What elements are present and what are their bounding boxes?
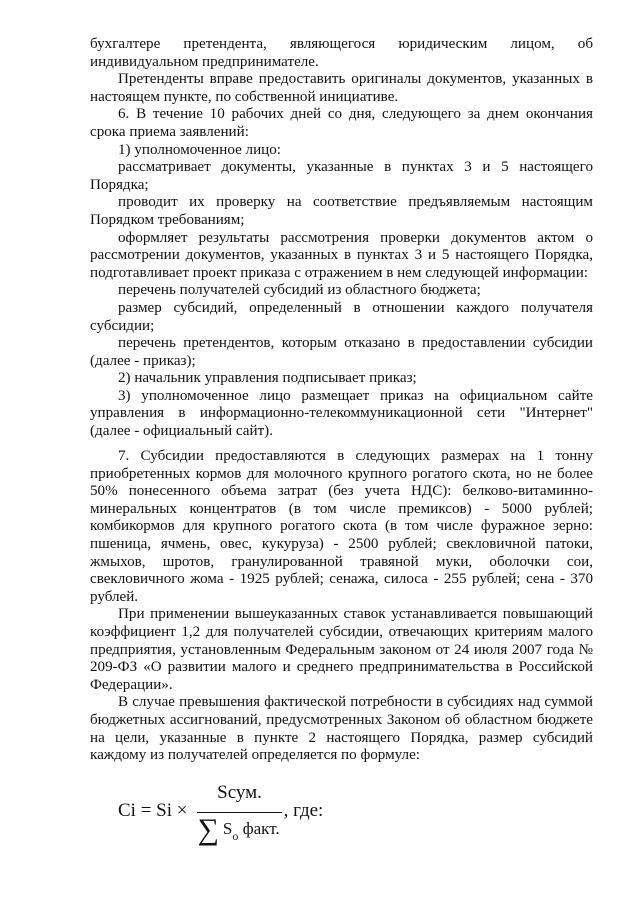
paragraph-item-7: 7. Субсидии предоставляются в следующих размерах на 1 тонну приобретенных кормов для молочного крупного рогатого скота, но не более 50% понесенного объема затрат (без учета НДС): белково-витаминно-минеральных концентратов (в том числе премиксов) - 5000 рублей; комбикормов для крупного рогатого скота (в том числе фуражное зерно: пшеница, ячмень, овес, кукуруза) - 2500 рублей; свекловичной патоки, жмыхов, шротов, гранулированной травяной муки, оболочки сои, свекловичного жома - 1925 рублей; сенажа, силоса - 255 рублей; сена - 370 рублей. [90, 448, 593, 605]
paragraph-originals: Претенденты вправе предоставить оригиналы документов, указанных в настоящем пункте, по собственной инициативе. [90, 71, 593, 105]
denominator-subscript: o [232, 829, 239, 843]
denominator-variable: S [222, 819, 233, 838]
paragraph-review-documents: рассматривает документы, указанные в пунктах 3 и 5 настоящего Порядка; [90, 159, 593, 193]
formula-numerator: Sсум. [217, 782, 262, 803]
denominator-tail: факт. [242, 819, 280, 838]
formula-denominator [222, 819, 280, 843]
formula-suffix: , где: [283, 800, 324, 821]
paragraph-recipients-list: перечень получателей субсидий из областного бюджета; [118, 282, 481, 299]
paragraph-sub-3: 3) уполномоченное лицо размещает приказ на официальном сайте управления в информационно-телекоммуникационной сети "Интернет" (далее - официальный сайт). [90, 387, 593, 440]
text-block-2 [90, 448, 593, 765]
paragraph-sub-1: 1) уполномоченное лицо: [118, 141, 281, 158]
paragraph-check-compliance: проводит их проверку на соответствие предъявляемым настоящим Порядком требованиям; [90, 194, 593, 228]
paragraph-continuation: бухгалтере претендента, являющегося юридическим лицом, об индивидуальном предпринимателе. [90, 36, 593, 70]
text-block-1 [90, 36, 593, 441]
formula-lhs: Ci = Si × [118, 800, 188, 821]
paragraph-coefficient: При применении вышеуказанных ставок устанавливается повышающий коэффициент 1,2 для получателей субсидии, отвечающих критериям малого предприятия, установленным Федеральным законом от 24 июля 2007 года № 209-ФЗ «О развитии малого и среднего предпринимательства в Российской Федерации». [90, 606, 593, 693]
paragraph-refused-list: перечень претендентов, которым отказано в предоставлении субсидии (далее - приказ); [90, 335, 593, 369]
paragraph-excess-need: В случае превышения фактической потребности в субсидиях над суммой бюджетных ассигнований, предусмотренных Законом об областном бюджете на цели, указанные в пункте 2 настоящего Порядка, размер субсидий каждому из получателей определяется по формуле: [90, 694, 593, 764]
paragraph-draft-order: оформляет результаты рассмотрения проверки документов актом о рассмотрении документов, указанных в пунктах 3 и 5 настоящего Порядка, подготавливает проект приказа с отражением в нем следующей информации: [90, 229, 593, 281]
paragraph-sub-2: 2) начальник управления подписывает приказ; [118, 370, 417, 387]
paragraph-subsidy-amount: размер субсидий, определенный в отношении каждого получателя субсидии; [90, 299, 593, 334]
paragraph-item-6: 6. В течение 10 рабочих дней со дня, следующего за днем окончания срока приема заявлений: [90, 106, 593, 140]
sum-symbol: ∑ [197, 813, 219, 846]
